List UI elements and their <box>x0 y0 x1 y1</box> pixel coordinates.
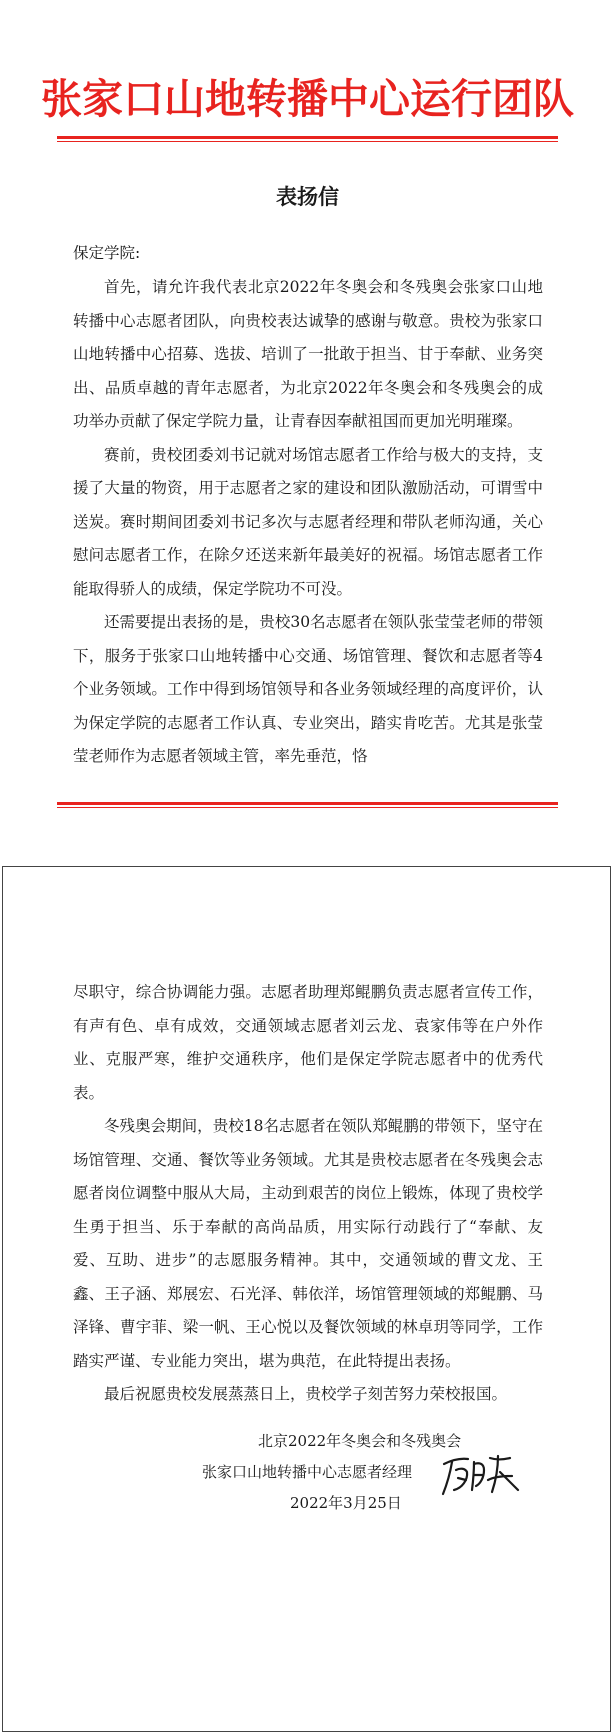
letterhead-title: 张家口山地转播中心运行团队 <box>41 75 574 123</box>
paragraph-thanks: 首先，请允许我代表北京2022年冬奥会和冬残奥会张家口山地转播中心志愿者团队，向贵校表达诚挚的感谢与敬意。贵校为张家口山地转播中心招募、选拔、培训了一批敢于担当、甘于奉献、业务突出、品质卓越的青年志愿者，为北京2022年冬奥会和冬残奥会的成功举办贡献了保定学院力量，让青春因奉献祖国而更加光明璀璨。 <box>73 278 543 430</box>
page2-body <box>73 976 543 1412</box>
paragraph-closing: 最后祝愿贵校发展蒸蒸日上，贵校学子刻苦努力荣校报国。 <box>104 1385 508 1403</box>
paragraph-praise: 还需要提出表扬的是，贵校30名志愿者在领队张莹莹老师的带领下，服务于张家口山地转播中心交通、场馆管理、餐饮和志愿者等4个业务领域。工作中得到场馆领导和各业务领域经理的高度评价，认为保定学院的志愿者工作认真、专业突出，踏实肯吃苦。尤其是张莹莹老师作为志愿者领域主管，率先垂范，恪 <box>73 613 543 765</box>
signature-organization: 北京2022年冬奥会和冬残奥会 <box>258 1432 462 1450</box>
footer-rule-thick <box>57 802 558 805</box>
paragraph-support: 赛前，贵校团委刘书记就对场馆志愿者工作给与极大的支持，支援了大量的物资，用于志愿者之家的建设和团队激励活动，可谓雪中送炭。赛时期间团委刘书记多次与志愿者经理和带队老师沟通，关心慰问志愿者工作，在除夕还送来新年最美好的祝福。场馆志愿者工作能取得骄人的成绩，保定学院功不可没。 <box>73 445 543 598</box>
paragraph-praise-continued: 尽职守，综合协调能力强。志愿者助理郑鲲鹏负责志愿者宣传工作，有声有色、卓有成效，交通领域志愿者刘云龙、袁家伟等在户外作业、克服严寒，维护交通秩序，他们是保定学院志愿者中的优秀代表。 <box>73 983 543 1102</box>
letterhead-rule-thin <box>57 141 558 142</box>
paragraph-paralympics: 冬残奥会期间，贵校18名志愿者在领队郑鲲鹏的带领下，坚守在场馆管理、交通、餐饮等业务领域。尤其是贵校志愿者在冬残奥会志愿者岗位调整中服从大局，主动到艰苦的岗位上锻炼，体现了贵校学生勇于担当、乐于奉献的高尚品质，用实际行动践行了“奉献、友爱、互助、进步”的志愿服务精神。其中，交通领域的曹文龙、王鑫、王子涵、郑展宏、石光泽、韩依洋，场馆管理领域的郑鲲鹏、马泽锋、曹宇菲、梁一帆、王心悦以及餐饮领域的林卓玥等同学，工作踏实严谨、专业能力突出，堪为典范，在此特提出表扬。 <box>73 1117 543 1370</box>
footer-rule-thin <box>57 807 558 808</box>
salutation: 保定学院: <box>73 244 141 262</box>
letter-title: 表扬信 <box>276 184 339 209</box>
signature-role: 张家口山地转播中心志愿者经理 <box>202 1463 413 1481</box>
letter-page-1 <box>0 0 615 840</box>
handwritten-signature <box>440 1450 520 1500</box>
page1-body <box>73 271 543 774</box>
signature-date: 2022年3月25日 <box>290 1494 402 1512</box>
letterhead-rule-thick <box>57 136 558 139</box>
